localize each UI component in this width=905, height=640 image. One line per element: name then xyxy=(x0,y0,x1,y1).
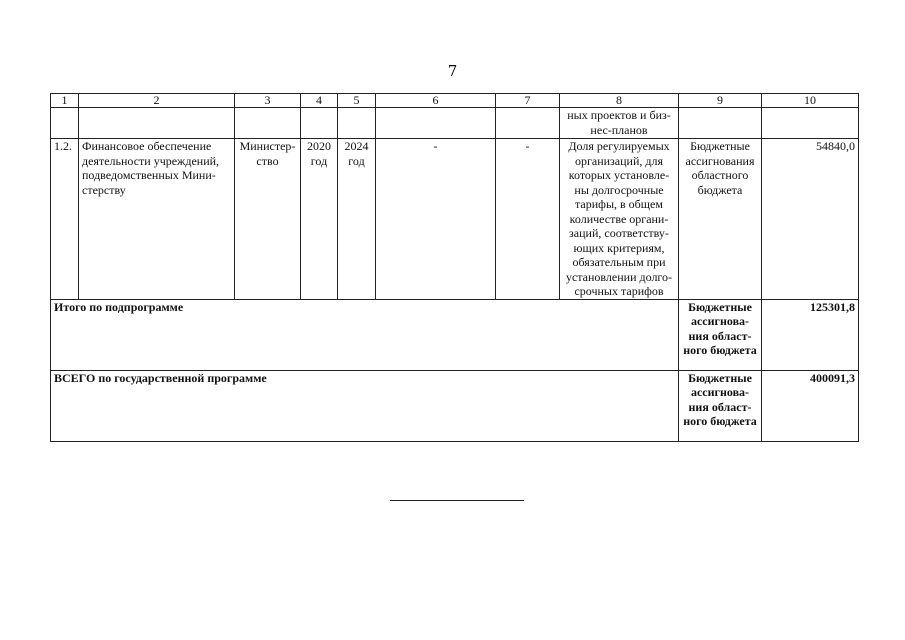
subtotal-amount: 125301,8 xyxy=(762,299,859,370)
header-row xyxy=(51,94,859,108)
continued-row xyxy=(51,108,859,139)
header-cell: 6 xyxy=(376,94,496,108)
end-rule xyxy=(390,500,524,501)
grand-total-row xyxy=(51,370,859,441)
grand-total-amount: 400091,3 xyxy=(762,370,859,441)
row-number: 1.2. xyxy=(51,139,79,300)
header-cell: 9 xyxy=(679,94,762,108)
measure-name: Финансовое обеспечение деятельности учреждений, подведомственных Мини-стерству xyxy=(79,139,235,300)
amount: 54840,0 xyxy=(762,139,859,300)
header-cell: 3 xyxy=(235,94,301,108)
table-row xyxy=(51,139,859,300)
col6-value: - xyxy=(376,139,496,300)
subtotal-label: Итого по подпрограмме xyxy=(51,299,679,370)
header-cell: 10 xyxy=(762,94,859,108)
header-cell: 5 xyxy=(338,94,376,108)
grand-total-label: ВСЕГО по государственной программе xyxy=(51,370,679,441)
page-number: 7 xyxy=(447,62,458,80)
header-cell: 2 xyxy=(79,94,235,108)
grand-total-source: Бюджетные ассигнова-ния област-ного бюджета xyxy=(679,370,762,441)
header-cell: 8 xyxy=(560,94,679,108)
header-cell: 7 xyxy=(496,94,560,108)
funding-source: Бюджетные ассигнования областного бюджета xyxy=(679,139,762,300)
subtotal-source: Бюджетные ассигнова-ния област-ного бюджета xyxy=(679,299,762,370)
header-cell: 4 xyxy=(301,94,338,108)
subtotal-row xyxy=(51,299,859,370)
continued-indicator: ных проектов и биз- нес-планов xyxy=(560,108,679,139)
executor: Министер-ство xyxy=(235,139,301,300)
program-table xyxy=(50,93,859,442)
start-year: 2020 год xyxy=(301,139,338,300)
indicator: Доля регулируемых организаций, для которых установле-ны долгосрочные тарифы, в общем количестве органи-заций, соответству-ющих критериям, обязательным при установлении долго-срочных тарифов xyxy=(560,139,679,300)
col7-value: - xyxy=(496,139,560,300)
end-year: 2024 год xyxy=(338,139,376,300)
header-cell: 1 xyxy=(51,94,79,108)
